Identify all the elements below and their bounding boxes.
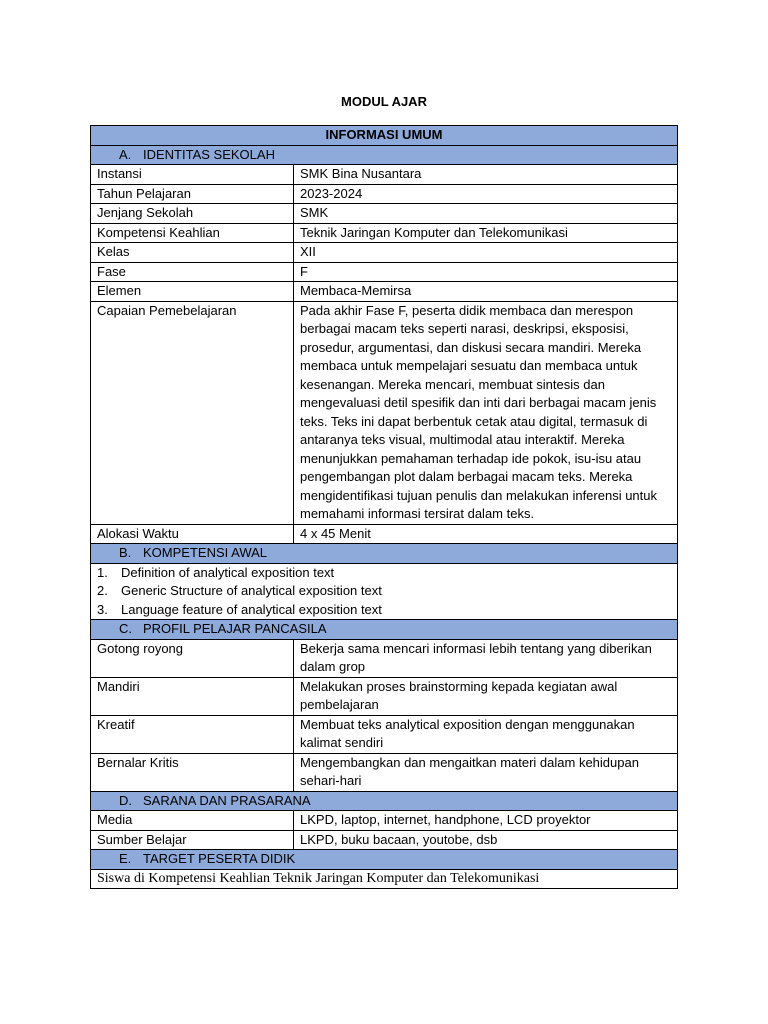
table-row bbox=[91, 243, 678, 263]
list-number: 3. bbox=[97, 601, 108, 617]
table-row bbox=[91, 811, 678, 831]
list-item bbox=[97, 601, 671, 620]
table-row bbox=[91, 869, 678, 889]
row-value: Bekerja sama mencari informasi lebih tentang yang diberikan dalam grop bbox=[294, 639, 678, 677]
table-row bbox=[91, 204, 678, 224]
table-row bbox=[91, 639, 678, 677]
table-row bbox=[91, 223, 678, 243]
row-key: Gotong royong bbox=[91, 639, 294, 677]
row-value: SMK Bina Nusantara bbox=[294, 165, 678, 185]
row-value: 4 x 45 Menit bbox=[294, 524, 678, 544]
section-letter: D. bbox=[119, 792, 132, 808]
section-label: PROFIL PELAJAR PANCASILA bbox=[143, 621, 327, 636]
section-b-header bbox=[91, 544, 678, 564]
row-key: Media bbox=[91, 811, 294, 831]
section-c-header bbox=[91, 620, 678, 640]
target-text: Siswa di Kompetensi Keahlian Teknik Jaringan Komputer dan Telekomunikasi bbox=[91, 869, 678, 889]
table-row bbox=[91, 301, 678, 524]
row-key: Jenjang Sekolah bbox=[91, 204, 294, 224]
section-letter: A. bbox=[119, 146, 132, 162]
table-row bbox=[91, 165, 678, 185]
list-text: Language feature of analytical exposition text bbox=[121, 601, 382, 617]
row-key: Instansi bbox=[91, 165, 294, 185]
section-label: KOMPETENSI AWAL bbox=[143, 545, 268, 560]
info-header-row bbox=[91, 126, 678, 146]
row-value: SMK bbox=[294, 204, 678, 224]
competency-list bbox=[91, 563, 678, 620]
info-header: INFORMASI UMUM bbox=[91, 126, 678, 146]
list-number: 1. bbox=[97, 564, 108, 580]
row-value: Teknik Jaringan Komputer dan Telekomunikasi bbox=[294, 223, 678, 243]
table-row bbox=[91, 184, 678, 204]
table-row bbox=[91, 262, 678, 282]
row-key: Sumber Belajar bbox=[91, 830, 294, 850]
table-row bbox=[91, 563, 678, 620]
row-value: LKPD, laptop, internet, handphone, LCD proyektor bbox=[294, 811, 678, 831]
row-key: Capaian Pemebelajaran bbox=[91, 301, 294, 524]
section-letter: C. bbox=[119, 621, 132, 636]
section-e-header bbox=[91, 850, 678, 870]
row-key: Kelas bbox=[91, 243, 294, 263]
table-row bbox=[91, 524, 678, 544]
row-value: 2023-2024 bbox=[294, 184, 678, 204]
row-value: Mengembangkan dan mengaitkan materi dalam kehidupan sehari-hari bbox=[294, 753, 678, 791]
section-label: TARGET PESERTA DIDIK bbox=[143, 851, 296, 866]
row-key: Fase bbox=[91, 262, 294, 282]
table-row bbox=[91, 282, 678, 302]
section-a-header bbox=[91, 145, 678, 165]
section-letter: E. bbox=[119, 851, 132, 866]
row-key: Mandiri bbox=[91, 677, 294, 715]
row-key: Tahun Pelajaran bbox=[91, 184, 294, 204]
section-label: SARANA DAN PRASARANA bbox=[143, 792, 311, 808]
list-text: Generic Structure of analytical exposition text bbox=[121, 583, 382, 598]
row-value: Membuat teks analytical exposition dengan menggunakan kalimat sendiri bbox=[294, 715, 678, 753]
row-key: Kreatif bbox=[91, 715, 294, 753]
row-value: XII bbox=[294, 243, 678, 263]
row-key: Kompetensi Keahlian bbox=[91, 223, 294, 243]
row-value: Melakukan proses brainstorming kepada kegiatan awal pembelajaran bbox=[294, 677, 678, 715]
document-title: MODUL AJAR bbox=[341, 94, 427, 109]
section-d-header bbox=[91, 791, 678, 811]
row-value: F bbox=[294, 262, 678, 282]
row-value: Membaca-Memirsa bbox=[294, 282, 678, 302]
list-item bbox=[97, 582, 671, 601]
row-value: LKPD, buku bacaan, youtobe, dsb bbox=[294, 830, 678, 850]
table-row bbox=[91, 830, 678, 850]
section-letter: B. bbox=[119, 545, 132, 560]
list-item bbox=[97, 564, 671, 583]
row-value: Pada akhir Fase F, peserta didik membaca dan merespon berbagai macam teks seperti narasi, deskripsi, eksposisi, prosedur, argumentasi, dan diskusi secara mandiri. Mereka membaca untuk mempelajari sesuatu dan membaca untuk kesenangan. Mereka mencari, membuat sintesis dan mengevaluasi detil spesifik dan inti dari berbagai macam jenis teks. Teks ini dapat berbentuk cetak atau digital, termasuk di antaranya teks visual, multimodal atau interaktif. Mereka menunjukkan pemahaman terhadap ide pokok, isu-isu atau pengembangan plot dalam berbagai macam teks. Mereka mengidentifikasi tujuan penulis dan melakukan inferensi untuk memahami informasi tersirat dalam teks. bbox=[294, 301, 678, 524]
table-row bbox=[91, 677, 678, 715]
row-key: Elemen bbox=[91, 282, 294, 302]
section-label: IDENTITAS SEKOLAH bbox=[143, 146, 275, 162]
info-table bbox=[90, 125, 678, 889]
row-key: Bernalar Kritis bbox=[91, 753, 294, 791]
table-row bbox=[91, 715, 678, 753]
list-number: 2. bbox=[97, 583, 108, 598]
list-text: Definition of analytical exposition text bbox=[121, 564, 335, 580]
table-row bbox=[91, 753, 678, 791]
row-key: Alokasi Waktu bbox=[91, 524, 294, 544]
